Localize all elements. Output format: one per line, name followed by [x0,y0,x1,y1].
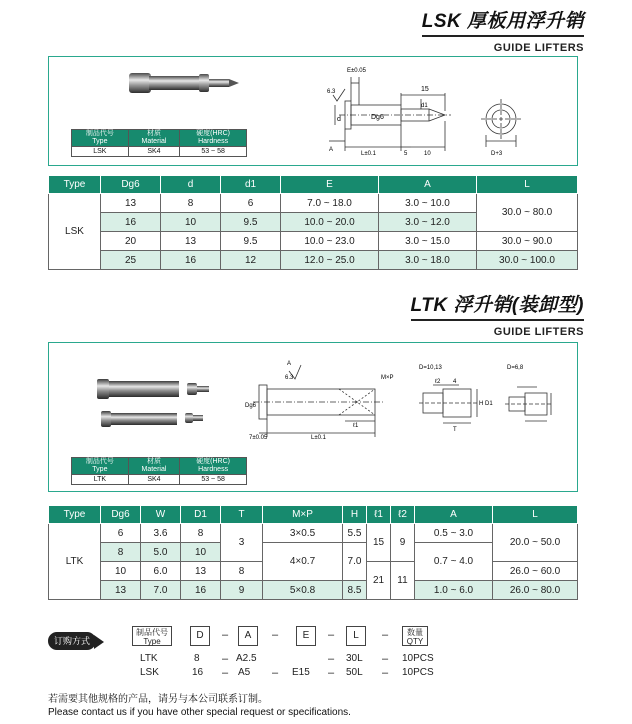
lsk-mat-type: LSK [72,147,129,157]
table-cell: 9.5 [221,213,281,232]
table-cell: 13 [161,232,221,251]
table-cell: 10 [161,213,221,232]
table-cell: 21 [367,562,391,600]
order-method-badge: 订购方式 [48,632,96,650]
order-dash: – [328,667,335,679]
table-cell: 6 [101,524,141,543]
order-example-a: A5 [238,667,251,678]
order-dash: – [382,667,389,679]
table-cell: 5.5 [343,524,367,543]
lsk-spec-table [48,175,578,270]
ltk-title-rule [411,319,584,321]
order-dash: – [222,667,229,679]
table-cell: 3.0 ~ 18.0 [379,251,477,270]
lsk-mat-header-hardness: 硬度(HRC) Hardness [180,130,247,147]
ltk-end-view-1 [419,385,479,423]
lsk-mat-hardness: 53 ~ 58 [180,147,247,157]
lsk-label-d: d [337,116,341,123]
lsk-type-cell: LSK [49,194,101,270]
lsk-mat-material: SK4 [128,147,179,157]
table-cell: 9 [391,524,415,562]
table-row [49,232,578,251]
lsk-th-d1: d1 [221,176,281,194]
lsk-end-view [481,99,521,147]
lsk-label-15: 15 [421,86,429,93]
order-e-box: E [296,626,316,646]
ltk-label-h: H [479,401,484,407]
ltk-end-view-2 [505,387,553,421]
lsk-title: LSK 厚板用浮升销 [421,11,584,32]
ltk-label-d68: D=6,8 [507,365,524,371]
lsk-th-a: A [379,176,477,194]
table-cell: 26.0 ~ 60.0 [493,562,578,581]
table-cell: 9.5 [221,232,281,251]
table-cell: 30.0 ~ 100.0 [477,251,578,270]
table-cell: 6 [221,194,281,213]
ltk-type-cell: LTK [49,524,101,600]
table-cell: 6.0 [141,562,181,581]
ltk-label-l2: ℓ2 [435,379,441,385]
table-cell: 3.0 ~ 15.0 [379,232,477,251]
order-dash: – [382,653,389,665]
table-cell: 30.0 ~ 80.0 [477,194,578,232]
ltk-drawing-panel [48,342,578,492]
ltk-label-l1: ℓ1 [353,423,359,429]
table-cell: 5×0.8 [263,581,343,600]
table-cell: 13 [181,562,221,581]
ltk-label-dg6: Dg6 [245,403,257,409]
ltk-label-mxp: M×P [381,375,394,381]
table-cell: 3 [221,524,263,562]
ordering-section [48,624,448,684]
lsk-label-5: 5 [404,151,408,157]
table-cell: 16 [181,581,221,600]
ltk-title-block [411,290,584,338]
order-example-l: 50L [346,667,363,678]
table-cell: 0.5 ~ 3.0 [415,524,493,543]
lsk-th-d: d [161,176,221,194]
table-cell: 10.0 ~ 23.0 [281,232,379,251]
ltk-th-dg6: Dg6 [101,506,141,524]
table-cell: 10 [181,543,221,562]
order-example-l: 30L [346,653,363,664]
ltk-th-l1: ℓ1 [367,506,391,524]
lsk-material-table [71,129,247,157]
order-a-box: A [238,626,258,646]
table-row [49,251,578,270]
table-cell: 13 [101,581,141,600]
order-example-qty: 10PCS [402,667,434,678]
table-cell: 8 [181,524,221,543]
ltk-label-7: 7±0.05 [249,435,268,441]
table-cell: 7.0 [343,543,367,581]
table-cell: 13 [101,194,161,213]
table-cell: 16 [101,213,161,232]
ltk-th-h: H [343,506,367,524]
ltk-pin-photo [97,379,209,427]
table-cell: 10 [101,562,141,581]
table-cell: 7.0 ~ 18.0 [281,194,379,213]
order-dash: – [272,629,279,641]
lsk-label-d1: d1 [421,103,428,109]
order-example-e: E15 [292,667,310,678]
table-cell: 3.0 ~ 12.0 [379,213,477,232]
order-l-box: L [346,626,366,646]
ltk-th-d1: D1 [181,506,221,524]
table-cell: 8 [101,543,141,562]
table-cell: 1.0 ~ 6.0 [415,581,493,600]
order-example-type: LSK [140,667,159,678]
ltk-th-a: A [415,506,493,524]
ltk-mat-header-hardness: 硬度(HRC) Hardness [180,458,247,475]
lsk-th-e: E [281,176,379,194]
ltk-label-d1013: D=10,13 [419,365,442,371]
order-dash: – [382,629,389,641]
lsk-label-e: E±0.05 [347,68,366,74]
lsk-label-l: L±0.1 [361,151,376,157]
table-cell: 9 [221,581,263,600]
table-cell: 10.0 ~ 20.0 [281,213,379,232]
ltk-th-l2: ℓ2 [391,506,415,524]
ltk-th-t: T [221,506,263,524]
order-dash: – [222,653,229,665]
table-cell: 5.0 [141,543,181,562]
lsk-subtitle: GUIDE LIFTERS [493,42,584,54]
table-cell: 30.0 ~ 90.0 [477,232,578,251]
ltk-th-w: W [141,506,181,524]
order-d-box: D [190,626,210,646]
order-qty-box: 数量 QTY [402,626,428,646]
lsk-th-type: Type [49,176,101,194]
table-cell: 3.0 ~ 10.0 [379,194,477,213]
lsk-label-r: 6.3 [327,89,336,95]
lsk-mat-header-type: 制品代号 Type [72,130,129,147]
lsk-th-dg6: Dg6 [101,176,161,194]
note-cn: 若需要其他规格的产品，请另与本公司联系订制。 [48,694,268,705]
lsk-title-rule [422,35,584,37]
lsk-title-block [422,6,584,54]
table-cell: 20.0 ~ 50.0 [493,524,578,562]
note-en: Please contact us if you have other special request or specifications. [48,707,351,718]
order-example-qty: 10PCS [402,653,434,664]
ltk-label-4: 4 [453,379,457,385]
order-dash: – [272,667,279,679]
ltk-spec-table [48,505,578,600]
lsk-label-10: 10 [424,151,431,157]
table-cell: 11 [391,562,415,600]
ltk-label-d1: D1 [485,401,493,407]
order-dash: – [328,629,335,641]
table-row [49,194,578,213]
lsk-label-d3: D+3 [491,151,503,157]
lsk-th-l: L [477,176,578,194]
table-cell: 25 [101,251,161,270]
table-cell: 16 [161,251,221,270]
table-cell: 3.6 [141,524,181,543]
lsk-side-view [329,77,451,151]
table-cell: 3×0.5 [263,524,343,543]
table-cell: 8 [221,562,263,581]
lsk-label-a: A [329,147,334,153]
ltk-mat-header-type: 制品代号 Type [72,458,129,475]
lsk-drawing-panel [48,56,578,166]
order-example-d: 16 [192,667,204,678]
table-row [49,524,578,543]
ltk-mat-hardness: 53 ~ 58 [180,475,247,485]
ltk-label-r: 6.3 [285,375,294,381]
lsk-pin-photo [129,73,239,93]
table-cell: 8 [161,194,221,213]
ltk-title: LTK 浮升销(装卸型) [410,295,584,316]
table-cell: 20 [101,232,161,251]
ltk-mat-material: SK4 [128,475,179,485]
table-cell: 0.7 ~ 4.0 [415,543,493,581]
ltk-mat-header-material: 材质 Material [128,458,179,475]
ltk-material-table [71,457,247,485]
ltk-th-l: L [493,506,578,524]
table-cell: 12 [221,251,281,270]
order-example-a: A2.5 [236,653,257,664]
table-cell: 26.0 ~ 80.0 [493,581,578,600]
table-cell: 15 [367,524,391,562]
ltk-side-view [253,365,383,437]
lsk-mat-header-material: 材质 Material [128,130,179,147]
order-example-d: 8 [194,653,200,664]
ltk-th-mxp: M×P [263,506,343,524]
table-cell: 4×0.7 [263,543,343,581]
table-cell: 8.5 [343,581,367,600]
table-cell: 12.0 ~ 25.0 [281,251,379,270]
ltk-mat-type: LTK [72,475,129,485]
order-dash: – [222,629,229,641]
lsk-label-dg6: Dg6 [371,114,384,121]
table-cell: 7.0 [141,581,181,600]
ltk-label-a: A [287,361,292,367]
ltk-label-l: L±0.1 [311,435,326,441]
order-type-box: 制品代号 Type [132,626,172,646]
table-row [49,581,578,600]
ltk-th-type: Type [49,506,101,524]
ltk-label-t: T [453,427,457,433]
order-dash: – [328,653,335,665]
ltk-subtitle: GUIDE LIFTERS [493,326,584,338]
order-example-type: LTK [140,653,158,664]
